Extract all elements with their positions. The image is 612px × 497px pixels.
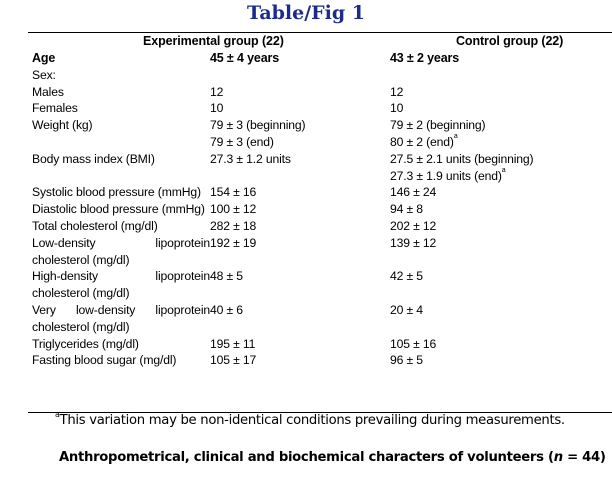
- table-row: [32, 117, 592, 134]
- row-label: [32, 50, 210, 67]
- footnote-marker: a: [453, 132, 458, 140]
- experimental-value-text: 282 ± 18: [210, 218, 257, 233]
- experimental-value: [210, 168, 390, 185]
- control-value-text: 80 ± 2 (end): [390, 134, 454, 149]
- control-value: [390, 168, 592, 185]
- footnote-marker: a: [501, 166, 506, 174]
- experimental-value: [210, 151, 390, 168]
- table-footnote: [55, 410, 565, 428]
- experimental-value: [210, 84, 390, 101]
- table-row: [32, 184, 592, 201]
- control-value: [390, 336, 592, 353]
- experimental-value-text: 40 ± 6: [210, 302, 243, 317]
- control-value-text: 43 ± 2 years: [390, 51, 460, 65]
- header-control-group: Control group (22): [456, 34, 564, 48]
- experimental-value-text: 105 ± 17: [210, 353, 257, 368]
- table-row: [32, 100, 592, 117]
- control-value: [390, 117, 592, 134]
- control-value: [390, 201, 592, 218]
- row-label: [32, 151, 210, 168]
- control-value-text: 79 ± 2 (beginning): [390, 118, 486, 133]
- experimental-value-text: 195 ± 11: [210, 336, 256, 351]
- experimental-value-text: 10: [210, 101, 224, 116]
- row-label: [32, 168, 210, 185]
- row-label: [32, 117, 210, 134]
- row-label: [32, 235, 210, 269]
- experimental-value: [210, 201, 390, 218]
- table-top-rule: [28, 32, 612, 33]
- control-value: [390, 235, 592, 269]
- table-row: [32, 50, 592, 67]
- figure-title: Table/Fig 1: [247, 2, 365, 24]
- table-row: [32, 67, 592, 84]
- table-row: [32, 168, 592, 185]
- control-value-text: 27.5 ± 2.1 units (beginning): [390, 151, 534, 166]
- control-value-text: 10: [390, 101, 404, 116]
- row-label-text: Triglycerides (mg/dl): [32, 336, 139, 351]
- experimental-value: [210, 50, 390, 67]
- control-value: [390, 302, 592, 336]
- caption-variable: n: [553, 450, 563, 465]
- control-value-text: 27.3 ± 1.9 units (end): [390, 168, 502, 183]
- experimental-value: [210, 336, 390, 353]
- control-value: [390, 352, 592, 369]
- experimental-value: [210, 235, 390, 269]
- table-row: [32, 134, 592, 151]
- row-label: [32, 218, 210, 235]
- row-label: [32, 336, 210, 353]
- experimental-value-text: 45 ± 4 years: [210, 51, 280, 65]
- table-row: [32, 201, 592, 218]
- table-row: [32, 352, 592, 369]
- control-value-text: 42 ± 5: [390, 269, 423, 284]
- table-row: [32, 235, 592, 269]
- control-value-text: 94 ± 8: [390, 202, 423, 217]
- figure-caption: [59, 450, 606, 465]
- row-label-text: Age: [32, 51, 56, 65]
- experimental-value-text: 154 ± 16: [210, 185, 257, 200]
- control-value-text: 202 ± 12: [390, 218, 437, 233]
- row-label-text: Sex:: [32, 67, 56, 82]
- table-row: [32, 336, 592, 353]
- row-label: [32, 134, 210, 151]
- control-value: [390, 100, 592, 117]
- experimental-value: [210, 117, 390, 134]
- row-label: [32, 100, 210, 117]
- row-label: [32, 268, 210, 302]
- row-label-text: Diastolic blood pressure (mmHg): [32, 202, 205, 217]
- experimental-value-text: 79 ± 3 (end): [210, 134, 274, 149]
- experimental-value: [210, 268, 390, 302]
- experimental-value: [210, 184, 390, 201]
- volunteer-characteristics-table: [32, 50, 592, 369]
- table-row: [32, 151, 592, 168]
- table-row: [32, 218, 592, 235]
- row-label: [32, 352, 210, 369]
- control-value-text: 96 ± 5: [390, 353, 423, 368]
- row-label-text: Very low-density lipoprotein cholesterol (mg/dl): [32, 302, 210, 334]
- experimental-value: [210, 352, 390, 369]
- row-label-text: Total cholesterol (mg/dl): [32, 218, 158, 233]
- row-label-text: Males: [32, 84, 64, 99]
- control-value-text: 146 ± 24: [390, 185, 437, 200]
- control-value-text: 139 ± 12: [390, 235, 437, 250]
- control-value-text: 105 ± 16: [390, 336, 437, 351]
- control-value: [390, 67, 592, 84]
- footnote-marker: a: [55, 410, 60, 419]
- caption-text-end: = 44): [562, 450, 606, 465]
- row-label-text: High-density lipoprotein cholesterol (mg/dl): [32, 269, 210, 301]
- row-label: [32, 184, 210, 201]
- footnote-text: This variation may be non-identical conditions prevailing during measurements.: [59, 413, 565, 428]
- row-label: [32, 201, 210, 218]
- table-row: [32, 268, 592, 302]
- row-label-text: Fasting blood sugar (mg/dl): [32, 353, 177, 368]
- experimental-value-text: 27.3 ± 1.2 units: [210, 151, 291, 166]
- row-label-text: Systolic blood pressure (mmHg): [32, 185, 201, 200]
- control-value: [390, 184, 592, 201]
- experimental-value: [210, 218, 390, 235]
- experimental-value-text: 192 ± 19: [210, 235, 257, 250]
- row-label: [32, 302, 210, 336]
- header-experimental-group: Experimental group (22): [143, 34, 284, 48]
- row-label: [32, 84, 210, 101]
- experimental-value: [210, 134, 390, 151]
- experimental-value-text: 48 ± 5: [210, 269, 243, 284]
- control-value-text: 20 ± 4: [390, 302, 423, 317]
- table-row: [32, 84, 592, 101]
- experimental-value: [210, 67, 390, 84]
- control-value-text: 12: [390, 84, 404, 99]
- experimental-value-text: 79 ± 3 (beginning): [210, 118, 306, 133]
- row-label-text: Low-density lipoprotein cholesterol (mg/dl): [32, 235, 210, 267]
- experimental-value-text: 12: [210, 84, 224, 99]
- row-label-text: Body mass index (BMI): [32, 151, 155, 166]
- row-label-text: Weight (kg): [32, 118, 93, 133]
- control-value: [390, 50, 592, 67]
- row-label-text: Females: [32, 101, 78, 116]
- experimental-value: [210, 100, 390, 117]
- control-value: [390, 134, 592, 151]
- experimental-value-text: 100 ± 12: [210, 202, 257, 217]
- control-value: [390, 151, 592, 168]
- control-value: [390, 218, 592, 235]
- control-value: [390, 84, 592, 101]
- caption-text: Anthropometrical, clinical and biochemical characters of volunteers (: [59, 450, 554, 465]
- row-label: [32, 67, 210, 84]
- table-header: [28, 34, 612, 49]
- control-value: [390, 268, 592, 302]
- table-row: [32, 302, 592, 336]
- experimental-value: [210, 302, 390, 336]
